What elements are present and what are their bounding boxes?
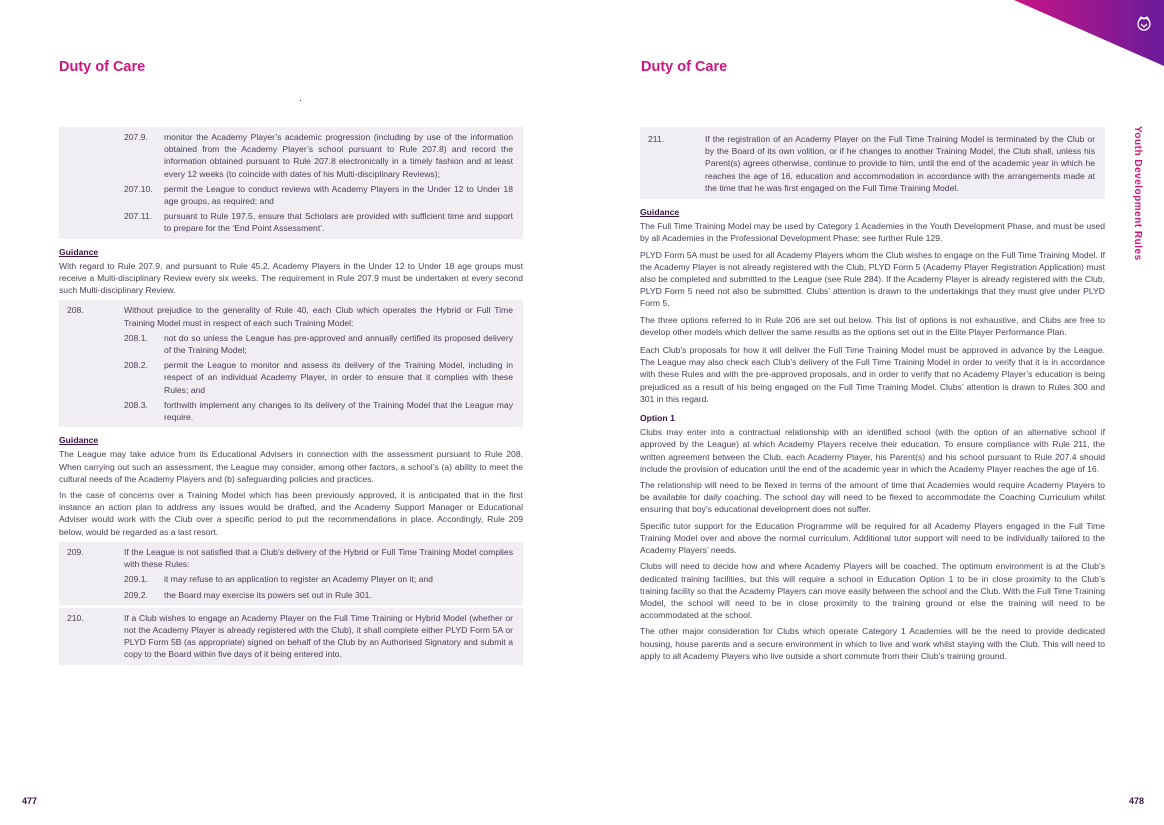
stray-dot bbox=[300, 100, 301, 101]
rule-208-box bbox=[59, 300, 523, 427]
rule-208: 208. Without prejudice to the generality of Rule 40, each Club which operates the Hybrid or Full Time Training Model must in respect of each such Training Model: bbox=[67, 305, 513, 328]
rule-211-box bbox=[640, 127, 1105, 199]
guidance-text: The League may take advice from its Educational Advisers in connection with the assessment pursuant to Rule 208. When carrying out such an assessment, the League may consider, among other factors, a school’s (a) ability to meet the cultural needs of the Academy Players and (b) safeguarding policies and practices. bbox=[59, 449, 523, 484]
rule-207-continued-box bbox=[59, 127, 523, 239]
rule-210-box bbox=[59, 608, 523, 665]
guidance-text: With regard to Rule 207.9, and pursuant to Rule 45.2, Academy Players in the Under 12 to Under 18 age groups must receive a Multi-disciplinary Review every six weeks. The requirement in Rule 207.9 must be undertaken at every second such Multi-disciplinary Review. bbox=[59, 260, 523, 296]
corner-brand-band bbox=[1014, 0, 1164, 66]
option-text: Clubs may enter into a contractual relationship with an identified school (with the option of an alternative school if approved by the League) at which Academy Players receive their education. To ensure compliance with Rule 211, the written agreement between the Club, each Academy Player, his Parent(s) and his school pursuant to Rule 207.4 should include the provision of education until the end of the academic year in which the Academy Player reaches the age of 16. bbox=[640, 427, 1105, 474]
rule-208-2: 208.2. permit the League to monitor and assess its delivery of the Training Model, including in respect of an individual Academy Player, in order to ensure that it complies with these Rules; and bbox=[124, 360, 513, 395]
section-side-label: Youth Development Rules bbox=[1132, 126, 1143, 261]
rule-209-2: 209.2. the Board may exercise its powers set out in Rule 301. bbox=[124, 589, 372, 600]
option-text: Clubs will need to decide how and where Academy Players will be coached. The optimum environment is at the Club’s dedicated training facilities, but this will require a school in Education Option 1 to be in close proximity to the Club’s training facility so that the Academy Players can move easily between the school and the Club. With the Full Time Training Model, the school will need to be in close proximity to the training ground or else the training will need to be accommodated at the school. bbox=[640, 561, 1105, 621]
page-title: Duty of Care bbox=[59, 59, 146, 75]
page-number: 477 bbox=[22, 796, 38, 806]
option-heading: Option 1 bbox=[640, 413, 675, 424]
page-number: 478 bbox=[1128, 796, 1144, 806]
rule-211: 211. If the registration of an Academy Player on the Full Time Training Model is terminated by the Club or by the Board of its own volition, or if he changes to another Training Model, the Club shall, unless his Parent(s) agrees otherwise, continue to provide to him, until the end of the academic year in which he reaches the age of 16, education and accommodation in accordance with the arrangements made at the time that he was first engaged on the Full Time Training Model. bbox=[648, 134, 1095, 193]
rule-209: 209. If the League is not satisfied that a Club’s delivery of the Hybrid or Full Time Training Model complies with these Rules: bbox=[67, 546, 513, 570]
guidance-text: PLYD Form 5A must be used for all Academy Players whom the Club wishes to engage on the Full Time Training Model. If the Academy Player is not already registered with the Club, PLYD Form 5 (Academy Player Registration Application) must also be completed and submitted to the League (see Rule 284). If the Academy Player is already registered with the Club, PLYD Form 5 need not also be submitted. Clubs’ attention is drawn to the undertakings that they must give under PLYD Form 5. bbox=[640, 249, 1105, 309]
rule-208-3: 208.3. forthwith implement any changes to its delivery of the Training Model that the League may require. bbox=[124, 399, 513, 423]
rule-209-box bbox=[59, 542, 523, 605]
rule-207-9: 207.9. monitor the Academy Player’s academic progression (including by use of the information obtained from the Academy Player’s school pursuant to Rule 207.8) and record the information obtained pursuant to Rule 207.8 electronically in a timely fashion and at least every 12 weeks (to coincide with dates of his Multi-disciplinary Reviews); bbox=[124, 132, 513, 179]
page-title: Duty of Care bbox=[641, 59, 728, 75]
rule-207-11: 207.11. pursuant to Rule 197.5, ensure that Scholars are provided with sufficient time and support to prepare for the ‘End Point Assessment’. bbox=[124, 211, 513, 234]
guidance-text: Each Club’s proposals for how it will deliver the Full Time Training Model must be approved in advance by the League. The League may also check each Club’s delivery of the Full Time Training Model in order to verify that it is in accordance with these Rules and with the pre-approved proposals, and in order to verify that no Academy Player’s education is being prejudiced as a result of his being engaged on the Full Time Training Model. Clubs’ attention is drawn to Rules 300 and 301 in this regard. bbox=[640, 345, 1105, 404]
left-column bbox=[59, 127, 523, 668]
option-text: The relationship will need to be flexed in terms of the amount of time that Academies would require Academy Players to be available for daily coaching. The school day will need to be flexed to accommodate the Coaching Curriculum whilst ensuring that boy’s educational development does not suffer. bbox=[640, 480, 1105, 515]
guidance-text: In the case of concerns over a Training Model which has been previously approved, it is anticipated that in the first instance an action plan to address any issues would be drafted, and the Academy Support Manager or Educational Adviser would work with the Club over a specific period to put the recommendations in place. Accordingly, Rule 209 below, would be regarded as a last resort. bbox=[59, 490, 523, 537]
guidance-text: The Full Time Training Model may be used by Category 1 Academies in the Youth Development Phase, and must be used by all Academies in the Professional Development Phase: see further Rule 129. bbox=[640, 221, 1105, 244]
guidance-heading: Guidance bbox=[59, 435, 99, 446]
right-page bbox=[582, 0, 1164, 825]
option-text: Specific tutor support for the Education Programme will be required for all Academy Players engaged in the Full Time Training Model over and above the normal curriculum. Additional tutor support will need to be individually tailored to the Academy Players’ needs. bbox=[640, 520, 1105, 556]
rule-207-10: 207.10. permit the League to conduct reviews with Academy Players in the Under 12 to Under 18 age groups, as required; and bbox=[124, 183, 513, 207]
guidance-heading: Guidance bbox=[640, 207, 680, 218]
rule-209-1: 209.1. it may refuse to an application to register an Academy Player on it; and bbox=[124, 574, 433, 585]
guidance-heading: Guidance bbox=[59, 246, 99, 257]
rule-208-1: 208.1. not do so unless the League has pre-approved and annually certified its proposed delivery of the Training Model; bbox=[124, 332, 513, 356]
rule-210: 210. If a Club wishes to engage an Academy Player on the Full Time Training or Hybrid Model (whether or not the Academy Player is already registered with the Club), it shall complete either PLYD Form 5A or PLYD Form 5B (as appropriate) signed on behalf of the Club by an Authorised Signatory and submit a copy to the Board within five days of it being entered into. bbox=[67, 612, 513, 660]
guidance-text: The three options referred to in Rule 206 are set out below. This list of options is not exhaustive, and Clubs are free to develop other models which deliver the same results as the options set out in the Elite Player Performance Plan. bbox=[640, 314, 1105, 337]
right-column bbox=[640, 127, 1105, 666]
option-text: The other major consideration for Clubs which operate Category 1 Academies will be the need to provide dedicated housing, house parents and a secure environment in which to live and work whilst staying with the Club. This will need to apply to all Academy Players who live outside a short commute from their Club’s training ground. bbox=[640, 626, 1105, 661]
